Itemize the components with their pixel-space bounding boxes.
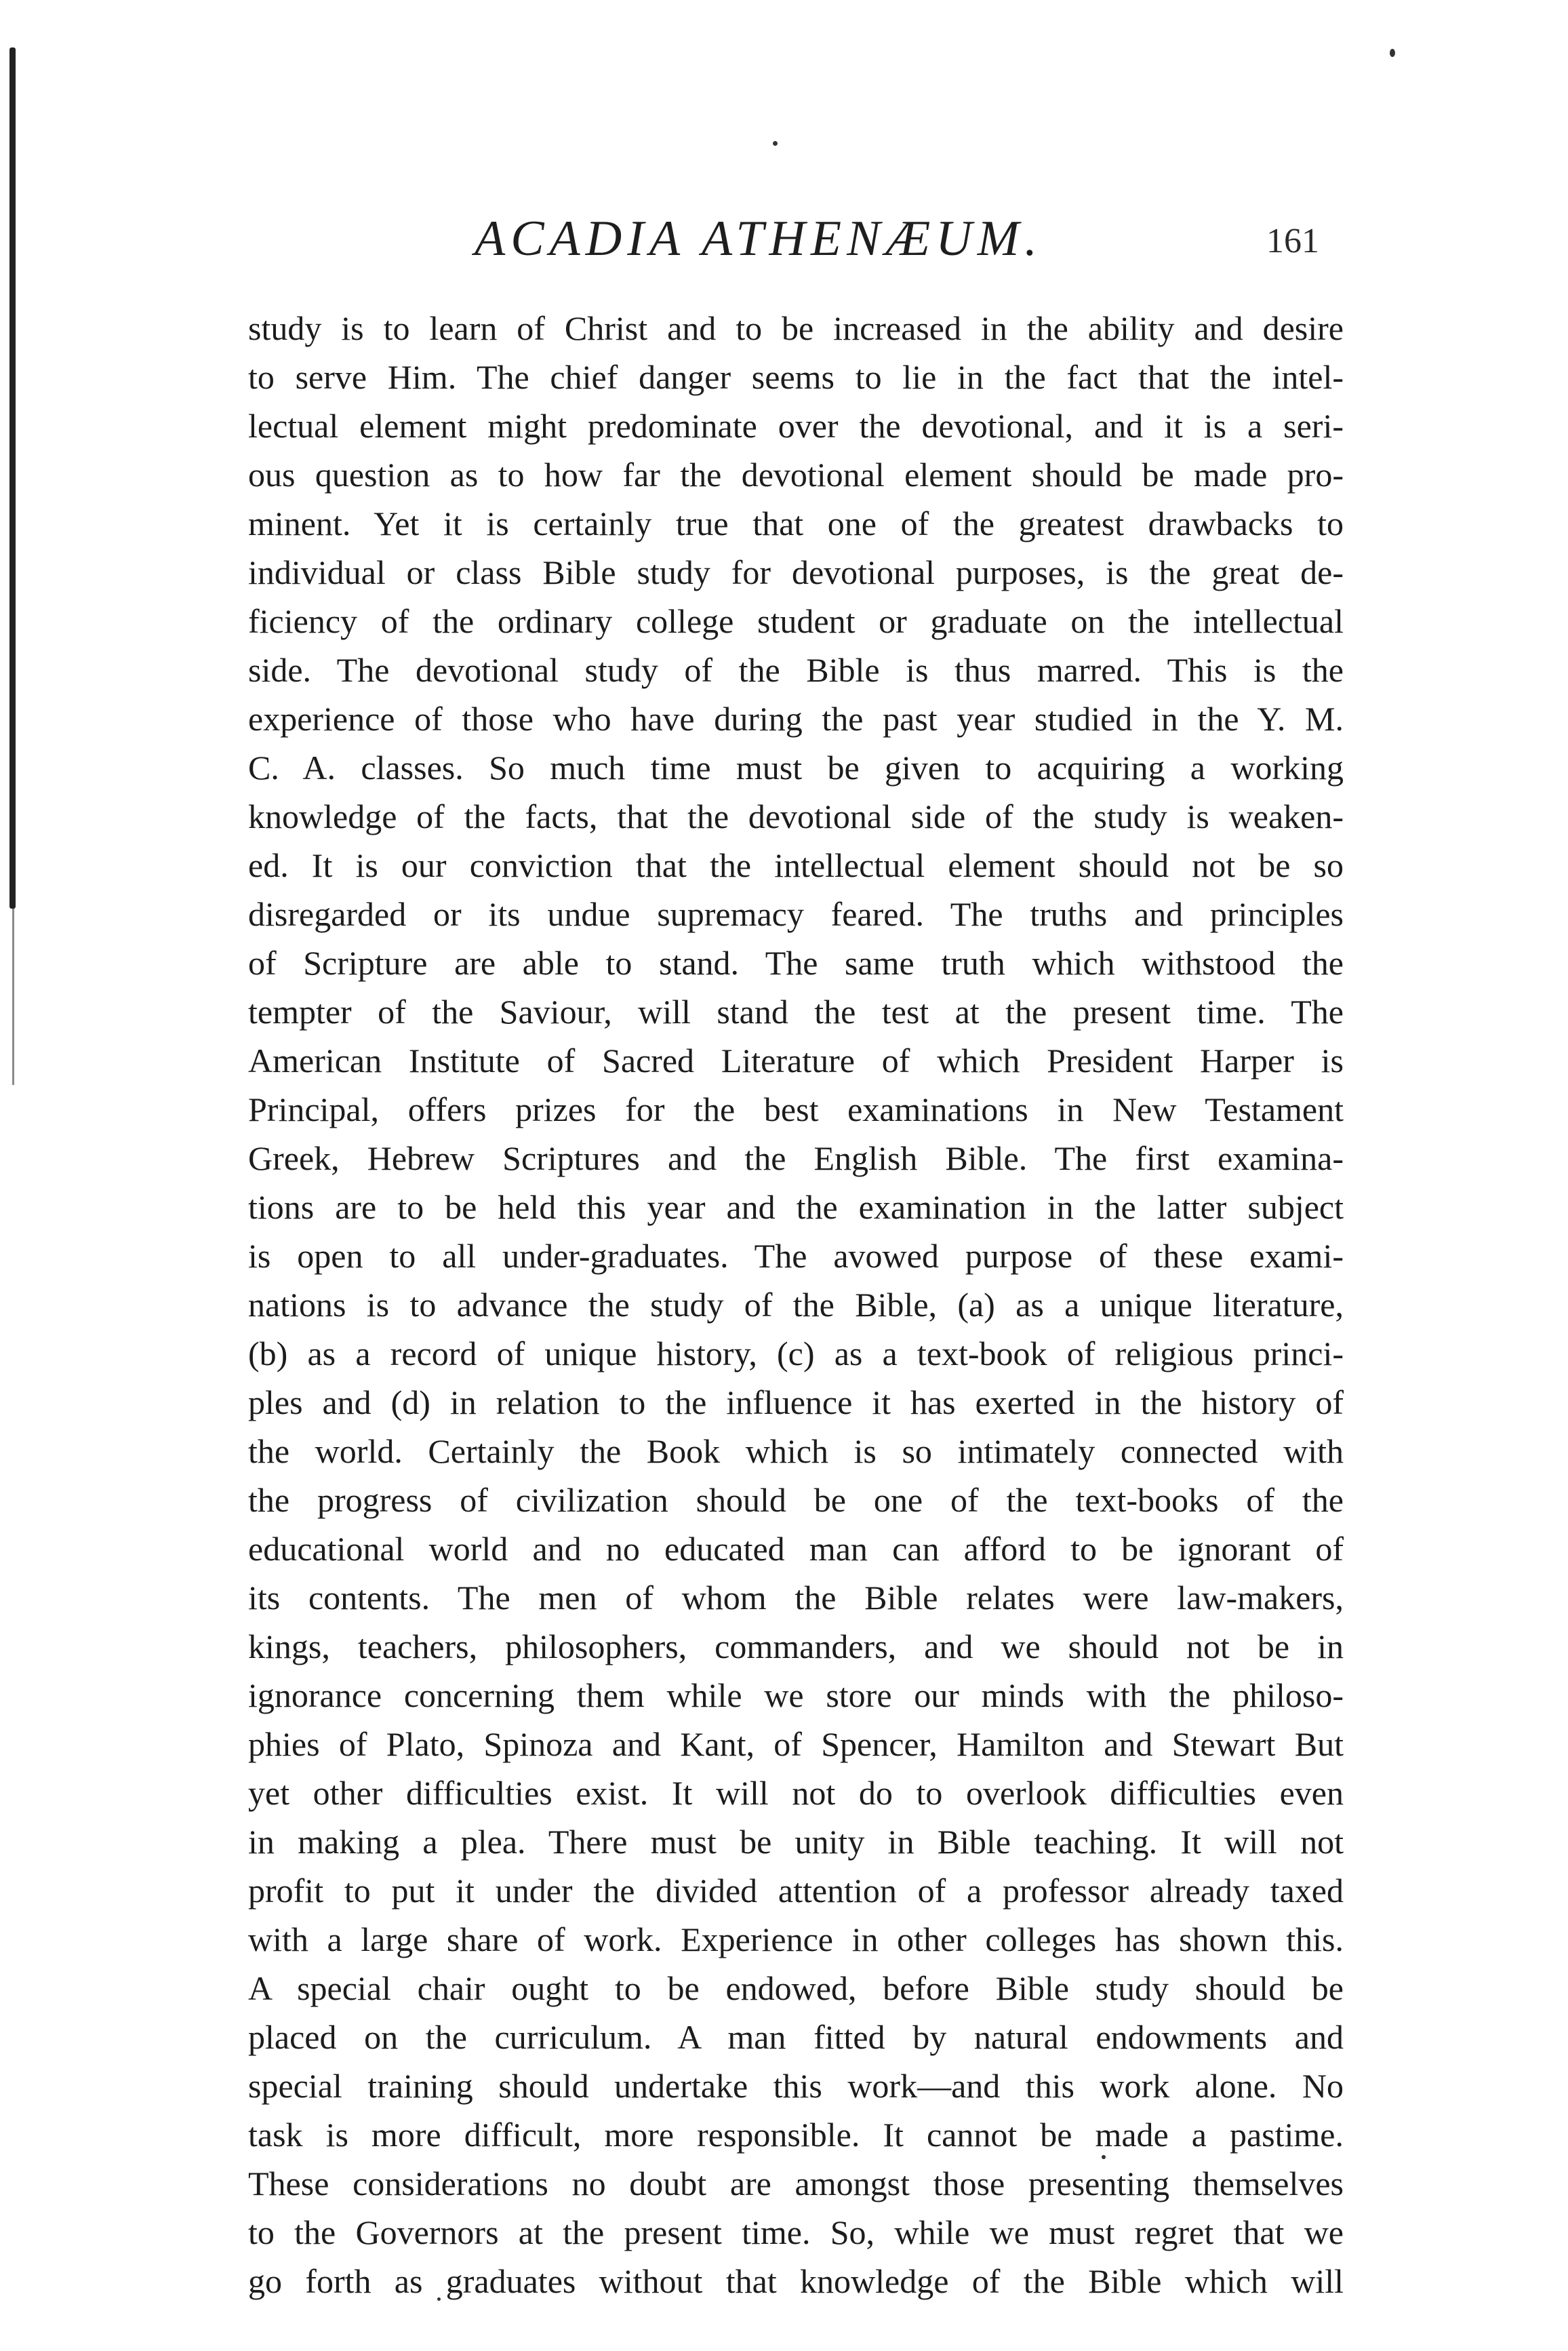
text-line: special training should undertake this work—and this work alone. No bbox=[248, 2067, 1344, 2105]
text-line: go forth as graduates without that knowledge of the Bible which will bbox=[248, 2262, 1344, 2300]
text-line: (b) as a record of unique history, (c) as a text-book of religious princi- bbox=[248, 1335, 1344, 1372]
text-line: to the Governors at the present time. So, while we must regret that we bbox=[248, 2213, 1344, 2251]
text-line: experience of those who have during the past year studied in the Y. M. bbox=[248, 700, 1344, 738]
text-line: task is more difficult, more responsible. It cannot be made a pastime. bbox=[248, 2116, 1344, 2154]
text-line: nations is to advance the study of the Bible, (a) as a unique literature, bbox=[248, 1286, 1344, 1324]
text-line: placed on the curriculum. A man fitted by natural endowments and bbox=[248, 2018, 1344, 2056]
text-line: profit to put it under the divided attention of a professor already taxed bbox=[248, 1872, 1344, 1910]
text-line: A special chair ought to be endowed, before Bible study should be bbox=[248, 1969, 1344, 2007]
text-line: These considerations no doubt are amongst those presenting themselves bbox=[248, 2165, 1344, 2202]
binding-edge-faint-mark bbox=[12, 909, 14, 1085]
text-line: minent. Yet it is certainly true that one of the greatest drawbacks to bbox=[248, 505, 1344, 542]
text-line: yet other difficulties exist. It will not do to overlook difficulties even bbox=[248, 1774, 1344, 1812]
text-line: ficiency of the ordinary college student or graduate on the intellectual bbox=[248, 602, 1344, 640]
text-line: C. A. classes. So much time must be given to acquiring a working bbox=[248, 749, 1344, 787]
speck-top-center bbox=[773, 141, 778, 146]
text-line: ples and (d) in relation to the influence it has exerted in the history of bbox=[248, 1383, 1344, 1421]
text-line: of Scripture are able to stand. The same truth which withstood the bbox=[248, 944, 1344, 982]
text-line: study is to learn of Christ and to be increased in the ability and desire bbox=[248, 309, 1344, 347]
text-line: ed. It is our conviction that the intellectual element should not be so bbox=[248, 846, 1344, 884]
text-line: lectual element might predominate over the devotional, and it is a seri- bbox=[248, 407, 1344, 445]
text-line: tions are to be held this year and the examination in the latter subject bbox=[248, 1188, 1344, 1226]
text-line: Greek, Hebrew Scriptures and the English Bible. The first examina- bbox=[248, 1139, 1344, 1177]
text-line: Principal, offers prizes for the best examinations in New Testament bbox=[248, 1090, 1344, 1128]
text-line: to serve Him. The chief danger seems to lie in the fact that the intel- bbox=[248, 358, 1344, 396]
text-line: ous question as to how far the devotional element should be made pro- bbox=[248, 456, 1344, 494]
text-line: is open to all under-graduates. The avowed purpose of these exami- bbox=[248, 1237, 1344, 1275]
text-line: the world. Certainly the Book which is so intimately connected with bbox=[248, 1432, 1344, 1470]
text-line: knowledge of the facts, that the devotional side of the study is weaken- bbox=[248, 797, 1344, 835]
binding-edge-mark bbox=[9, 47, 16, 909]
text-line: its contents. The men of whom the Bible relates were law-makers, bbox=[248, 1579, 1344, 1617]
text-line: the progress of civilization should be one of the text-books of the bbox=[248, 1481, 1344, 1519]
body-text bbox=[248, 304, 1344, 2304]
text-line: kings, teachers, philosophers, commanders, and we should not be in bbox=[248, 1627, 1344, 1665]
text-line: phies of Plato, Spinoza and Kant, of Spencer, Hamilton and Stewart But bbox=[248, 1725, 1344, 1763]
speck-top-right bbox=[1390, 49, 1395, 57]
text-line: ignorance concerning them while we store our minds with the philoso- bbox=[248, 1676, 1344, 1714]
text-line: tempter of the Saviour, will stand the test at the present time. The bbox=[248, 993, 1344, 1031]
text-line: with a large share of work. Experience in other colleges has shown this. bbox=[248, 1920, 1344, 1958]
text-line: disregarded or its undue supremacy feared. The truths and principles bbox=[248, 895, 1344, 933]
running-head: ACADIA ATHENÆUM. bbox=[475, 211, 1043, 266]
text-line: individual or class Bible study for devotional purposes, is the great de- bbox=[248, 553, 1344, 591]
text-line: American Institute of Sacred Literature of which President Harper is bbox=[248, 1042, 1344, 1080]
text-line: in making a plea. There must be unity in Bible teaching. It will not bbox=[248, 1823, 1344, 1861]
page-number: 161 bbox=[1266, 222, 1319, 260]
text-line: educational world and no educated man can afford to be ignorant of bbox=[248, 1530, 1344, 1568]
text-line: side. The devotional study of the Bible is thus marred. This is the bbox=[248, 651, 1344, 689]
